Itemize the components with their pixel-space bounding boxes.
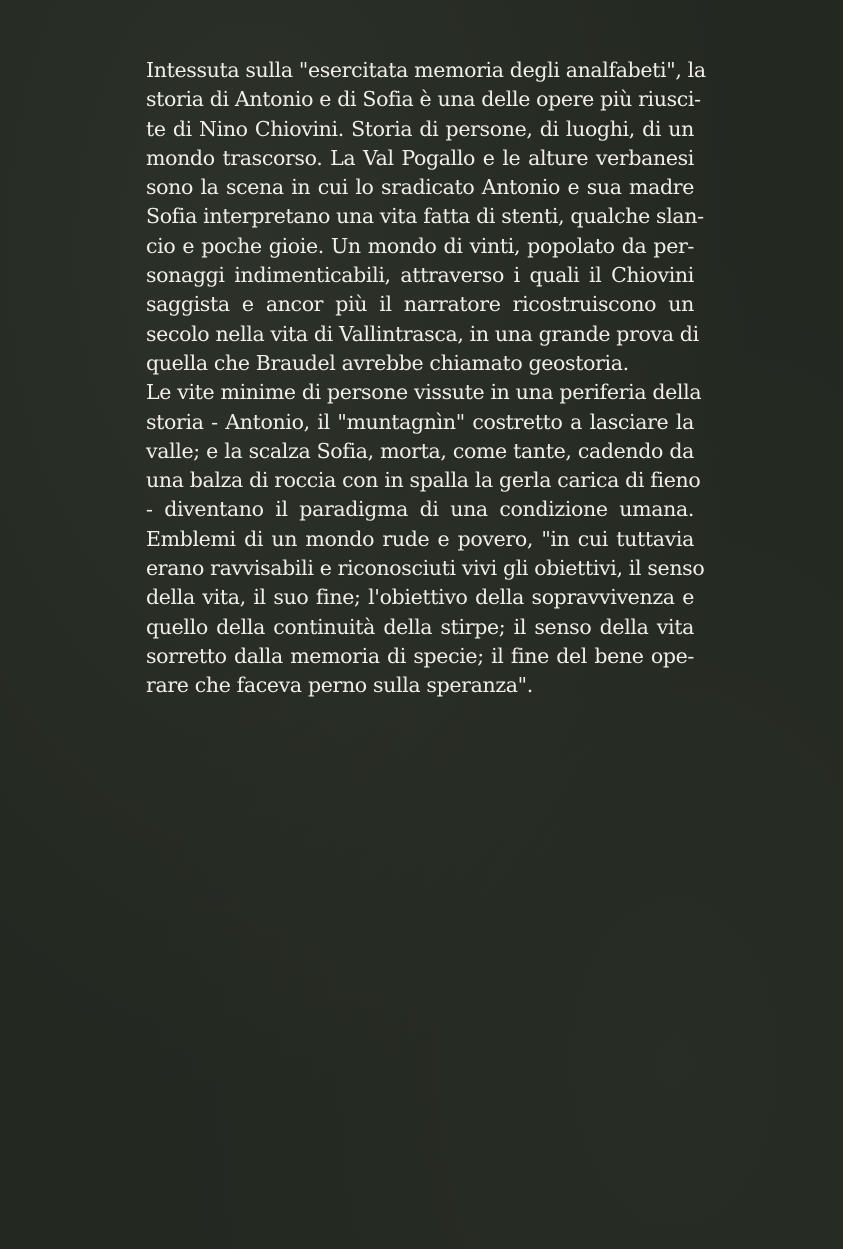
blurb-paragraph-1 xyxy=(146,56,706,378)
text-line: valle; e la scalza Sofia, morta, come tante, cadendo da xyxy=(146,438,694,463)
text-line: saggista e ancor più il narratore ricostruiscono un xyxy=(146,292,694,317)
text-line: Le vite minime di persone vissute in una periferia della xyxy=(146,380,702,405)
text-line: rare che faceva perno sulla speranza". xyxy=(146,673,533,698)
text-line: te di Nino Chiovini. Storia di persone, di luoghi, di un xyxy=(146,116,694,141)
text-line: Emblemi di un mondo rude e povero, "in cui tuttavia xyxy=(146,526,694,551)
text-line: Sofia interpretano una vita fatta di stenti, qualche slan- xyxy=(146,204,704,229)
text-line: Intessuta sulla "esercitata memoria degli analfabeti", la xyxy=(146,58,706,82)
text-line: quello della continuità della stirpe; il senso della vita xyxy=(146,614,694,639)
text-line: secolo nella vita di Vallintrasca, in una grande prova di xyxy=(146,321,699,346)
text-line: quella che Braudel avrebbe chiamato geostoria. xyxy=(146,350,629,375)
text-line: una balza di roccia con in spalla la gerla carica di fieno xyxy=(146,468,701,493)
text-line: sonaggi indimenticabili, attraverso i quali il Chiovini xyxy=(146,263,694,288)
text-line: erano ravvisabili e riconosciuti vivi gli obiettivi, il senso xyxy=(146,556,705,581)
blurb-text xyxy=(146,56,706,701)
text-line: cio e poche gioie. Un mondo di vinti, popolato da per- xyxy=(146,233,694,258)
text-line: sorretto dalla memoria di specie; il fine del bene ope- xyxy=(146,643,694,668)
text-line: della vita, il suo fine; l'obiettivo della sopravvivenza e xyxy=(146,585,694,610)
text-line: sono la scena in cui lo sradicato Antonio e sua madre xyxy=(146,175,694,200)
text-line: storia - Antonio, il "muntagnìn" costretto a lasciare la xyxy=(146,409,694,434)
text-line: - diventano il paradigma di una condizione umana. xyxy=(146,497,694,522)
text-line: mondo trascorso. La Val Pogallo e le alture verbanesi xyxy=(146,145,694,170)
text-line: storia di Antonio e di Sofia è una delle opere più riusci- xyxy=(146,87,701,112)
blurb-paragraph-2 xyxy=(146,378,705,700)
